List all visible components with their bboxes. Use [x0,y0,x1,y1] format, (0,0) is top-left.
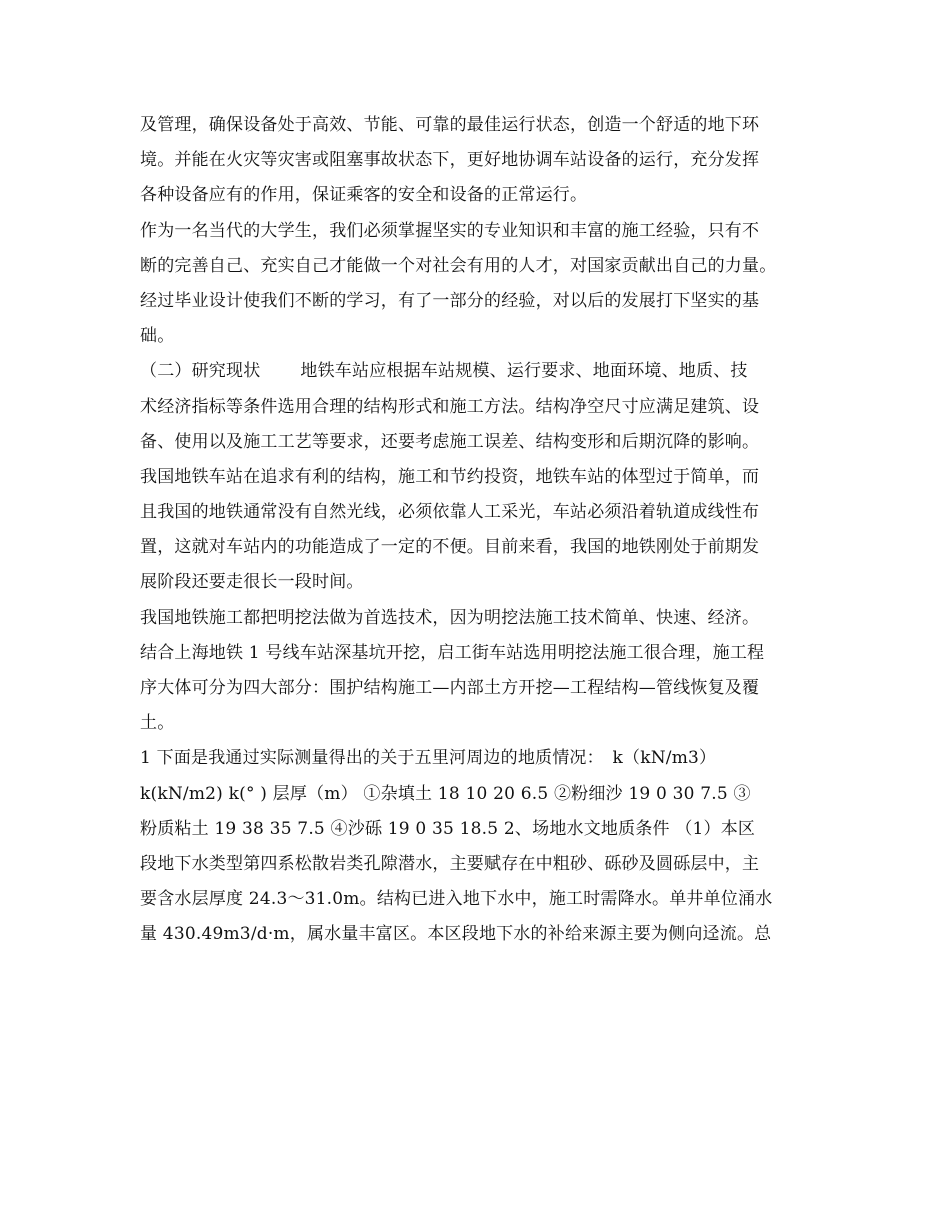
document-body [140,108,812,953]
text-line: 经过毕业设计使我们不断的学习，有了一部分的经验，对以后的发展打下坚实的基 [140,290,760,311]
text-line: 序大体可分为四大部分：围护结构施工—内部土方开挖—工程结构—管线恢复及覆 [140,678,760,698]
text-line: 要含水层厚度 24.3～31.0m。结构已进入地下水中，施工时需降水。单井单位涌水 [140,889,773,910]
text-line: 量 430.49m3/d·m，属水量丰富区。本区段地下水的补给来源主要为侧向迳流。总 [140,924,772,945]
text-line: 我国地铁施工都把明挖法做为首选技术，因为明挖法施工技术简单、快速、经济。 [140,607,760,628]
text-line: 断的完善自己、充实自己才能做一个对社会有用的人才，对国家贡献出自己的力量。 [140,255,777,276]
text-line: 粉质粘土 19 38 35 7.5 ④沙砾 19 0 35 18.5 2、场地水文地质条件 （1）本区 [140,818,756,839]
text-line: 境。并能在火灾等灾害或阻塞事故状态下，更好地协调车站设备的运行，充分发挥 [140,150,760,171]
text-line: 备、使用以及施工工艺等要求，还要考虑施工误差、结构变形和后期沉降的影响。 [140,431,760,452]
section-heading-line: （二）研究现状 地铁车站应根据车站规模、运行要求、地面环境、地质、技 [140,361,748,382]
text-line: 础。 [140,326,175,347]
text-line: 及管理，确保设备处于高效、节能、可靠的最佳运行状态，创造一个舒适的地下环 [140,115,760,135]
text-line: 展阶段还要走很长一段时间。 [140,572,364,593]
text-line: 且我国的地铁通常没有自然光线，必须依靠人工采光，车站必须沿着轨道成线性布 [140,502,760,523]
text-line: 术经济指标等条件选用合理的结构形式和施工方法。结构净空尺寸应满足建筑、设 [140,396,760,417]
text-line: 段地下水类型第四系松散岩类孔隙潜水，主要赋存在中粗砂、砾砂及圆砾层中，主 [140,853,760,874]
text-line: k(kN/m2) k(° ) 层厚（m） ①杂填土 18 10 20 6.5 ②粉细沙 19 0 30 7.5 ③ [140,783,751,804]
text-line: 结合上海地铁 1 号线车站深基坑开挖，启工街车站选用明挖法施工很合理，施工程 [140,642,765,663]
text-line: 各种设备应有的作用，保证乘客的安全和设备的正常运行。 [140,185,588,206]
text-line: 我国地铁车站在追求有利的结构，施工和节约投资，地铁车站的体型过于简单，而 [140,466,760,487]
text-line: 1 下面是我通过实际测量得出的关于五里河周边的地质情况： k（kN/m3） [140,748,717,769]
text-line: 置，这就对车站内的功能造成了一定的不便。目前来看，我国的地铁刚处于前期发 [140,537,760,558]
text-line: 作为一名当代的大学生，我们必须掌握坚实的专业知识和丰富的施工经验，只有不 [140,220,760,241]
text-line: 土。 [140,713,175,734]
